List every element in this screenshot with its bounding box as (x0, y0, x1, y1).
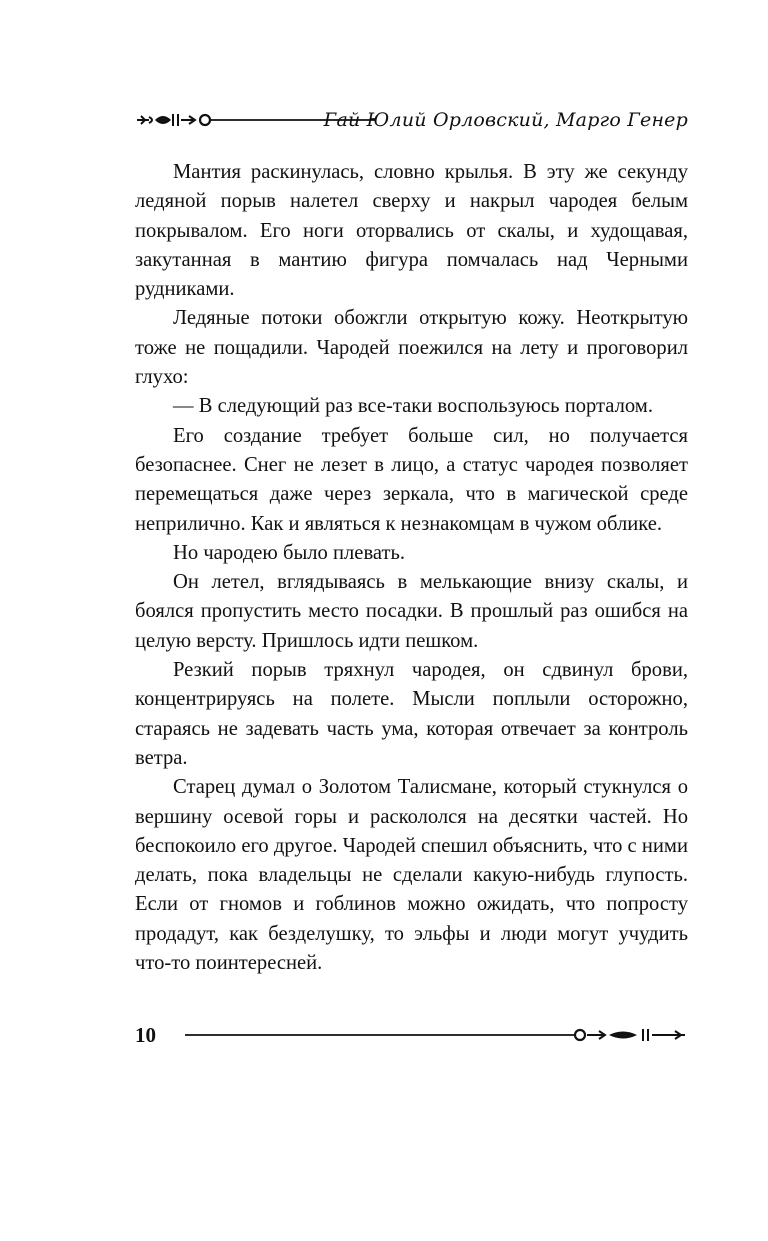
page-number: 10 (135, 1023, 156, 1047)
paragraph: Его создание требует больше сил, но получается безопаснее. Снег не лезет в лицо, а статус чародея позволяет перемещаться даже через зеркала, что в магической среде неприлично. Как и являться к незнакомцам в чужом облике. (135, 424, 688, 535)
ornament-arrow (181, 116, 195, 124)
ornament-leaf (609, 1032, 637, 1039)
ornament-flourish (652, 1031, 685, 1039)
footer-ornament (185, 1023, 688, 1047)
paragraph: Ледяные потоки обожгли открытую кожу. Неоткрытую тоже не пощадили. Чародей поежился на лету и проговорил глухо: (135, 307, 688, 389)
page-footer (135, 1020, 688, 1050)
paragraph: Он летел, вглядываясь в мелькающие внизу скалы, и боялся пропустить место посадки. В прошлый раз ошибся на целую версту. Пришлось идти пешком. (135, 571, 688, 652)
ornament-flourish (137, 116, 152, 124)
ornament-leaf (155, 116, 171, 124)
paragraph: — В следующий раз все-таки воспользуюсь порталом. (173, 395, 653, 418)
body-text (135, 158, 688, 978)
paragraph: Старец думал о Золотом Талисмане, который стукнулся о вершину осевой горы и раскололся на десятки частей. Но беспокоило его другое. Чародей спешил объяснить, что с ними делать, пока владельцы не сделали какую-нибудь глупость. Если от гномов и гоблинов можно ожидать, что попросту продадут, как безделушку, то эльфы и люди могут учудить что-то поинтересней. (135, 776, 688, 975)
ornament-arrow (587, 1031, 605, 1039)
running-header (135, 104, 688, 140)
ornament-circle (200, 115, 210, 125)
paragraph: Но чародею было плевать. (173, 541, 406, 564)
book-authors: Гай Юлий Орловский, Марго Генер (323, 109, 688, 131)
paragraph: Мантия раскинулась, словно крылья. В эту же секунду ледяной порыв налетел сверху и накрыл чародея белым покрывалом. Его ноги оторвались от скалы, и худощавая, закутанная в мантию фигура помчалась над Черными рудниками. (135, 161, 688, 301)
ornament-circle (575, 1030, 585, 1040)
paragraph: Резкий порыв тряхнул чародея, он сдвинул брови, концентрируясь на полете. Мысли поплыли осторожно, стараясь не задевать часть ума, которая отвечает за контроль ветра. (135, 659, 688, 769)
